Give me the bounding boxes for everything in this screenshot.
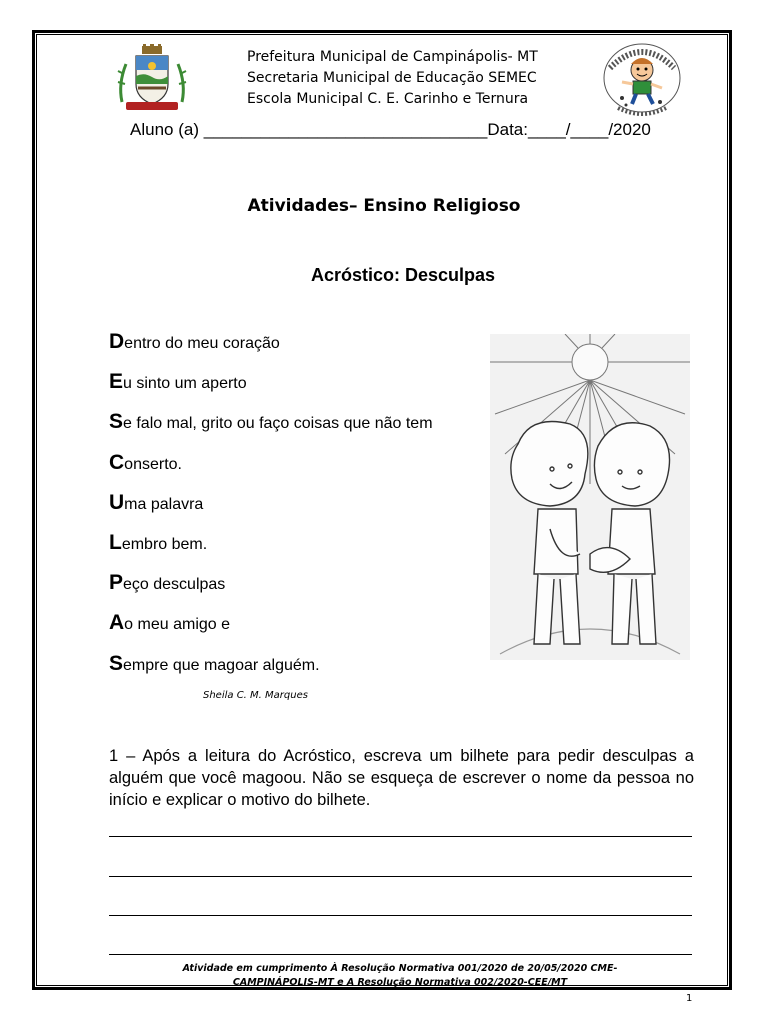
acrostic-line <box>109 491 433 531</box>
page-number: 1 <box>686 993 693 1004</box>
question-1 <box>109 745 694 811</box>
school-logo <box>600 42 684 118</box>
acrostic-text: e falo mal, grito ou faço coisas que não tem <box>123 415 433 433</box>
acrostic-author: Sheila C. M. Marques <box>203 690 308 701</box>
acrostic-text: u sinto um aperto <box>123 375 247 393</box>
acrostic-initial: A <box>109 611 125 635</box>
acrostic-line <box>109 611 433 651</box>
school-header <box>247 47 538 110</box>
acrostic-initial: P <box>109 571 124 595</box>
activity-title: Atividades– Ensino Religioso <box>247 196 521 216</box>
footer-line-2: CAMPINÁPOLIS-MT e A Resolução Normativa 002/2020-CEE/MT <box>232 977 568 988</box>
acrostic-title: Acróstico: Desculpas <box>310 265 496 285</box>
acrostic-initial: S <box>109 651 124 675</box>
question-text: Após a leitura do Acróstico, escreva um bilhete para pedir desculpas a alguém que você magoou. Não se esqueça de escrever o nome da pessoa no início e explicar o motivo do bilhete. <box>109 747 694 809</box>
answer-line[interactable] <box>109 836 692 837</box>
acrostic-line <box>109 370 433 410</box>
acrostic-line <box>109 410 433 450</box>
children-sun-illustration <box>490 334 690 660</box>
acrostic-text: embro bem. <box>121 535 208 553</box>
acrostic-line <box>109 571 433 611</box>
acrostic-text: o meu amigo e <box>124 616 231 634</box>
answer-line[interactable] <box>109 876 692 877</box>
municipal-coat-of-arms-logo <box>112 44 192 114</box>
acrostic-text: entro do meu coração <box>124 335 280 352</box>
acrostic-initial: C <box>109 450 125 474</box>
acrostic-line <box>109 531 433 571</box>
footer-line-1: Atividade em cumprimento À Resolução Normativa 001/2020 de 20/05/2020 CME- <box>182 963 618 974</box>
acrostic-line <box>109 652 433 692</box>
acrostic-text: empre que magoar alguém. <box>123 656 320 674</box>
header-line-secretaria: Secretaria Municipal de Educação SEMEC <box>247 70 537 86</box>
acrostic-line <box>109 330 433 370</box>
student-name-date-line[interactable]: Aluno (a) ______________________________Data:____/____/2020 <box>130 120 651 139</box>
acrostic-text: onserto. <box>124 455 182 473</box>
acrostic-initial: S <box>109 410 124 434</box>
acrostic-text: eço desculpas <box>123 576 226 594</box>
header-line-prefeitura: Prefeitura Municipal de Campinápolis- MT <box>247 49 538 65</box>
answer-line[interactable] <box>109 954 692 955</box>
header-line-escola: Escola Municipal C. E. Carinho e Ternura <box>247 91 529 107</box>
acrostic-initial: D <box>109 330 125 353</box>
acrostic-initial: L <box>109 530 122 554</box>
acrostic-initial: E <box>109 370 124 394</box>
footer-note <box>0 962 768 990</box>
answer-line[interactable] <box>109 915 692 916</box>
acrostic-line <box>109 451 433 491</box>
question-number: 1 – <box>109 747 143 765</box>
acrostic-initial: U <box>109 490 125 514</box>
acrostic-text: ma palavra <box>124 495 204 513</box>
acrostic-poem <box>109 330 433 692</box>
